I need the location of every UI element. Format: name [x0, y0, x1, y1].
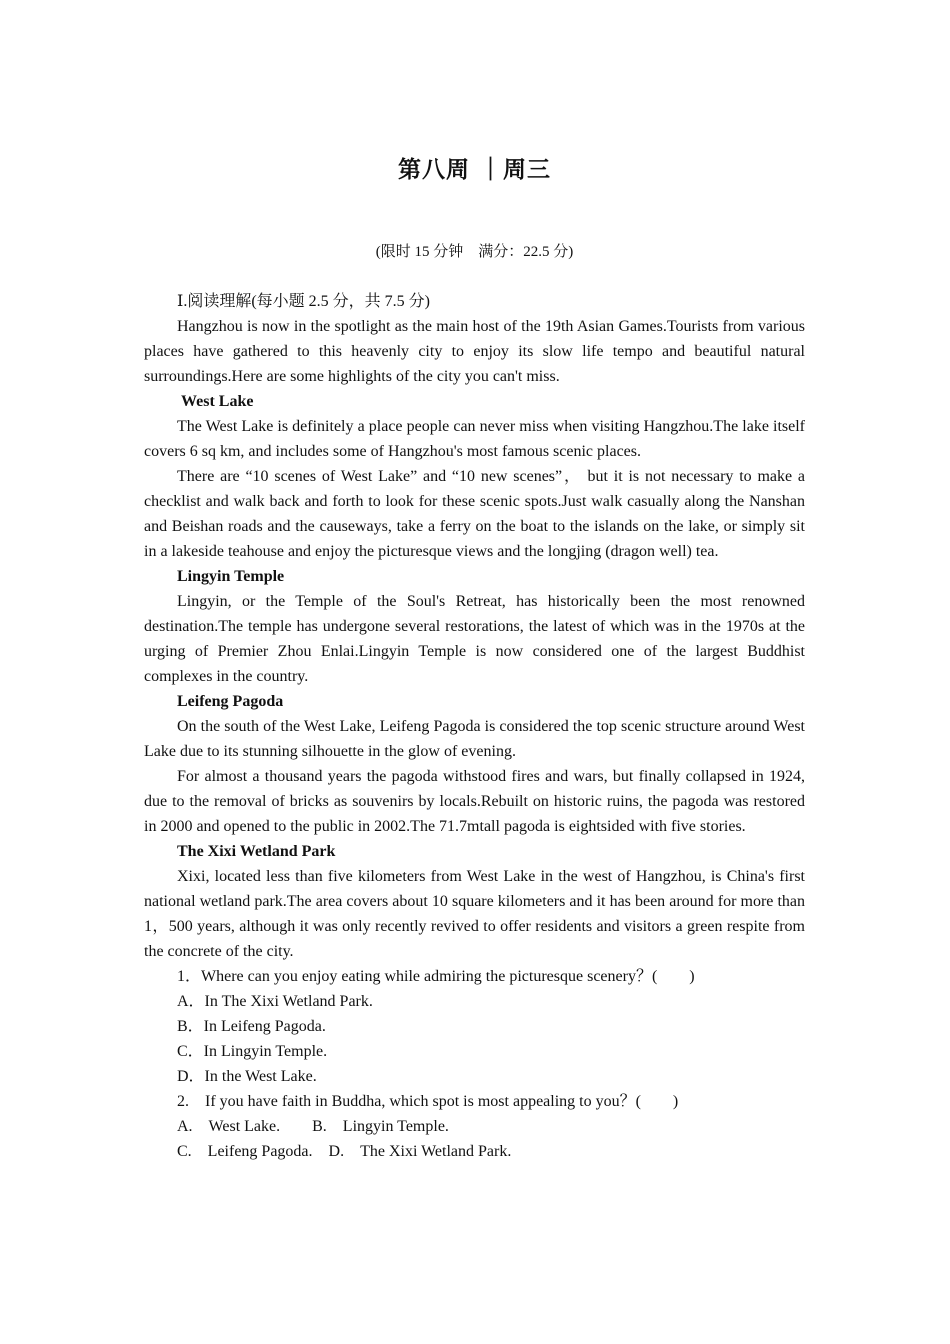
leifeng-paragraph-2: For almost a thousand years the pagoda withstood fires and wars, but finally collapsed in 1924, due to the removal of bricks as souvenirs by locals.Rebuilt on historic ruins, the pagoda was restored in 2000 and opened to the public in 2002.The 71.7mtall pagoda is eightsided with five stories. [144, 768, 805, 835]
xixi-paragraph-1: Xixi, located less than five kilometers from West Lake in the west of Hangzhou, is China's first national wetland park.The area covers about 10 square kilometers and it has been around for more than 1，500 years, although it was only recently revived to offer residents and visitors a green respite from the concrete of the city. [144, 868, 805, 960]
time-limit-subtitle: (限时 15 分钟 满分：22.5 分) [375, 244, 574, 260]
page-title: 第八周 ｜周三 [397, 157, 551, 183]
west-lake-heading: West Lake [181, 393, 254, 410]
question-2-options-cd: C. Leifeng Pagoda. D. The Xixi Wetland Park. [177, 1143, 512, 1160]
question-1-option-a: A．In The Xixi Wetland Park. [177, 993, 373, 1010]
question-1-option-d: D．In the West Lake. [177, 1068, 317, 1085]
west-lake-paragraph-2: There are “10 scenes of West Lake” and “10 new scenes”， but it is not necessary to make a checklist and walk back and forth to look for these scenic spots.Just walk casually along the Nanshan and Beishan roads and the causeways, take a ferry on the boat to the islands on the lake, or simply sit in a lakeside teahouse and enjoy the picturesque views and the longjing (dragon well) tea. [144, 468, 805, 560]
section-heading: Ⅰ.阅读理解(每小题 2.5 分，共 7.5 分) [177, 293, 430, 310]
intro-paragraph: Hangzhou is now in the spotlight as the main host of the 19th Asian Games.Tourists from various places have gathered to this heavenly city to enjoy its slow life tempo and beautiful natural surroundings.Here are some highlights of the city you can't miss. [144, 318, 805, 385]
question-2-options-ab: A. West Lake. B. Lingyin Temple. [177, 1118, 449, 1135]
question-1: 1．Where can you enjoy eating while admiring the picturesque scenery？( ) [177, 968, 695, 985]
xixi-heading: The Xixi Wetland Park [177, 843, 336, 860]
west-lake-paragraph-1: The West Lake is definitely a place people can never miss when visiting Hangzhou.The lake itself covers 6 sq km, and includes some of Hangzhou's most famous scenic places. [144, 418, 805, 460]
lingyin-heading: Lingyin Temple [177, 568, 285, 585]
lingyin-paragraph-1: Lingyin, or the Temple of the Soul's Retreat, has historically been the most renowned destination.The temple has undergone several restorations, the latest of which was in the 1970s at the urging of Premier Zhou Enlai.Lingyin Temple is now considered one of the largest Buddhist complexes in the country. [144, 593, 805, 685]
question-2: 2. If you have faith in Buddha, which spot is most appealing to you？( ) [177, 1093, 679, 1110]
question-1-option-b: B．In Leifeng Pagoda. [177, 1018, 326, 1035]
question-1-option-c: C．In Lingyin Temple. [177, 1043, 328, 1060]
leifeng-paragraph-1: On the south of the West Lake, Leifeng Pagoda is considered the top scenic structure around West Lake due to its stunning silhouette in the glow of evening. [144, 718, 805, 760]
document-page [144, 150, 805, 1164]
leifeng-heading: Leifeng Pagoda [177, 693, 284, 710]
